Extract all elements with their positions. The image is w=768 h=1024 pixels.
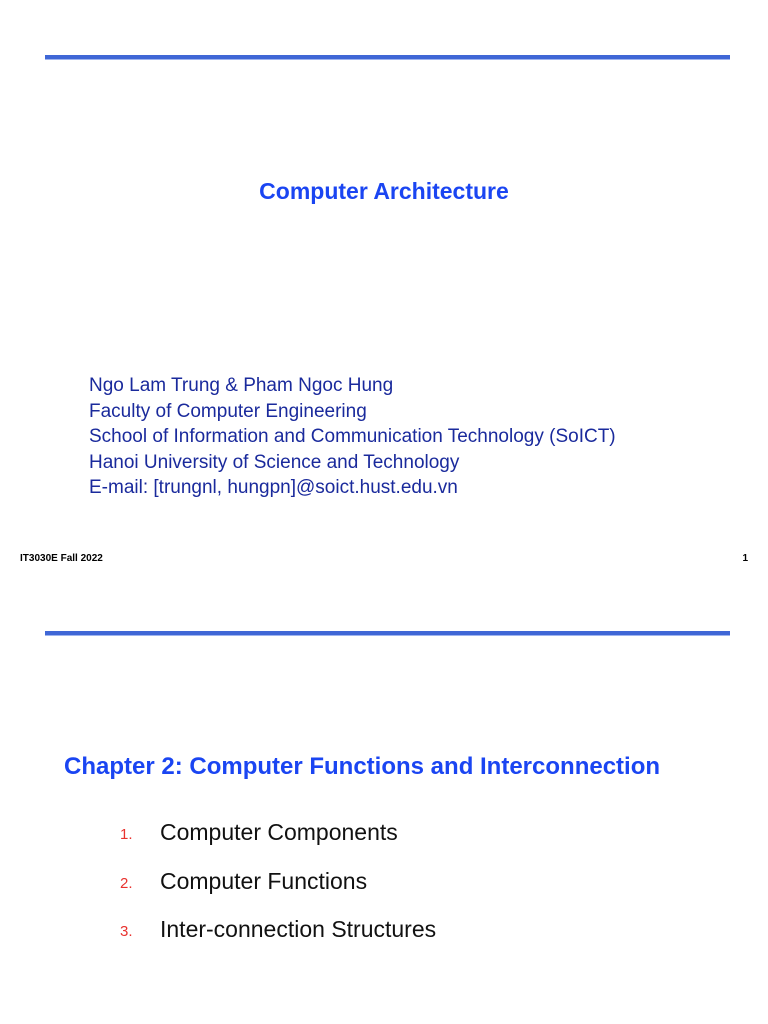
list-number: 3. [120, 923, 133, 940]
slide-title: Computer Architecture [259, 178, 509, 204]
chapter-title: Chapter 2: Computer Functions and Interconnection [64, 753, 661, 780]
course-footer: IT3030E Fall 2022 [20, 553, 103, 564]
email-line: E-mail: [trungnl, hungpn]@soict.hust.edu.vn [89, 477, 458, 498]
list-item-label: Computer Functions [160, 867, 368, 894]
header-rule [45, 631, 730, 636]
author-block [89, 373, 616, 501]
list-number: 2. [120, 874, 133, 892]
university-line: Hanoi University of Science and Technology [89, 451, 460, 473]
header-rule [45, 55, 730, 60]
school-line: School of Information and Communication Technology (SoICT) [89, 426, 616, 447]
faculty-line: Faculty of Computer Engineering [89, 400, 367, 422]
slide-2 [0, 576, 768, 1024]
author-names: Ngo Lam Trung & Pham Ngoc Hung [89, 375, 394, 396]
list-item-label: Computer Components [160, 819, 398, 845]
list-number: 1. [120, 826, 133, 843]
page-number: 1 [742, 553, 748, 564]
list-item-label: Inter-connection Structures [160, 916, 437, 942]
